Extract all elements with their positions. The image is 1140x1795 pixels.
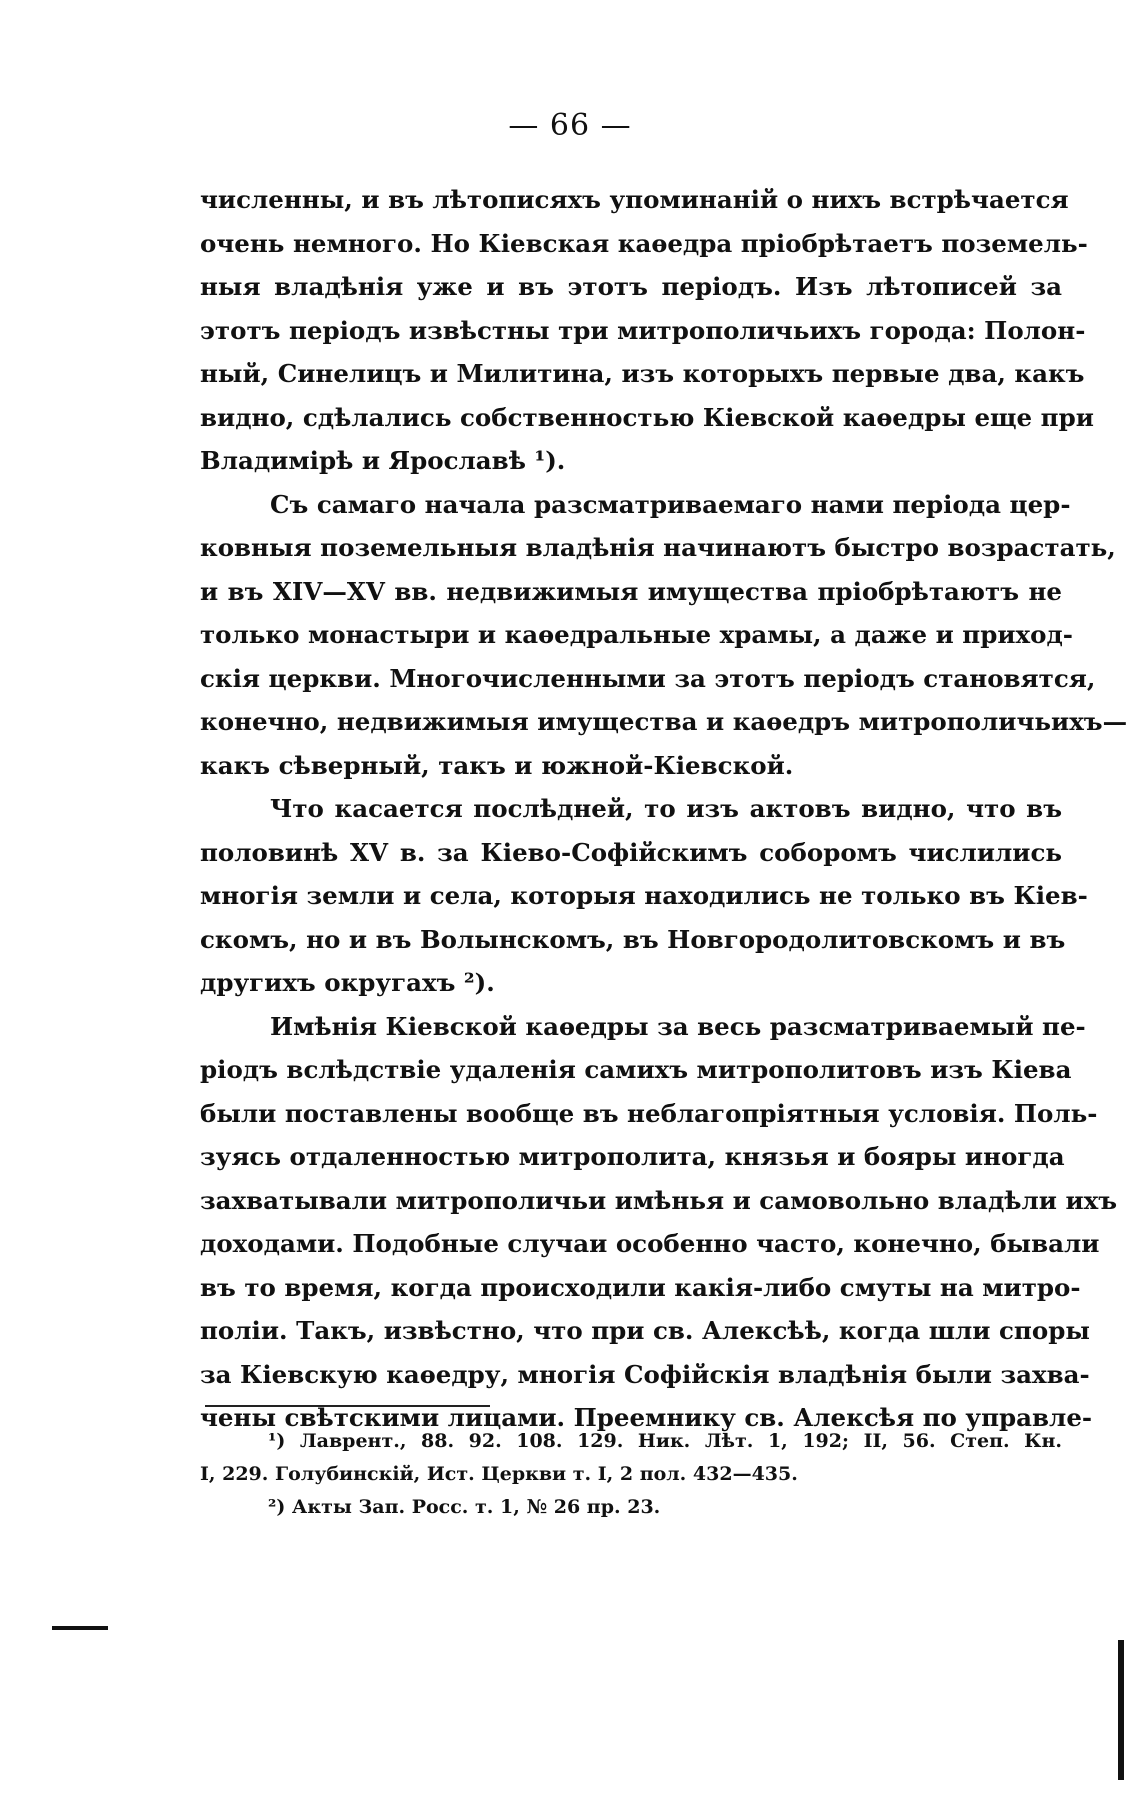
- text-line: очень немного. Но Кіевская каѳедра пріобрѣтаетъ поземель-: [200, 228, 1088, 258]
- margin-mark: [52, 1626, 108, 1630]
- text-line: какъ сѣверный, такъ и южной-Кіевской.: [200, 750, 794, 780]
- text-line: Съ самаго начала разсматриваемаго нами періода цер-: [270, 489, 1071, 519]
- text-line: ковныя поземельныя владѣнія начинаютъ быстро возрастать,: [200, 533, 1116, 562]
- text-line: Что касается послѣдней, то изъ актовъ видно, что въ: [270, 794, 1062, 823]
- text-line: скомъ, но и въ Волынскомъ, въ Новгородолитовскомъ и въ: [200, 924, 1066, 954]
- text-line: въ то время, когда происходили какія-либо смуты на митро-: [200, 1272, 1081, 1302]
- page-edge-shadow: [1118, 1640, 1124, 1780]
- text-line: и въ XIV—XV вв. недвижимыя имущества пріобрѣтаютъ не: [200, 576, 1062, 606]
- footnote-line: ²) Акты Зап. Росс. т. 1, № 26 пр. 23.: [268, 1496, 661, 1518]
- text-line: численны, и въ лѣтописяхъ упоминаній о нихъ встрѣчается: [200, 185, 1069, 214]
- body-text: [200, 178, 1128, 1440]
- text-line: чены свѣтскими лицами. Преемнику св. Алексѣя по управле-: [200, 1403, 1093, 1432]
- text-line: ный, Синелицъ и Милитина, изъ которыхъ первые два, какъ: [200, 359, 1085, 388]
- text-line: только монастыри и каѳедральные храмы, а даже и приход-: [200, 620, 1073, 649]
- text-line: многія земли и села, которыя находились не только въ Кіев-: [200, 881, 1088, 910]
- text-line: Владимірѣ и Ярославѣ ¹).: [200, 446, 566, 475]
- text-line: были поставлены вообще въ неблагопріятныя условія. Поль-: [200, 1098, 1098, 1128]
- text-line: зуясь отдаленностью митрополита, князья и бояры иногда: [200, 1142, 1065, 1171]
- text-line: видно, сдѣлались собственностью Кіевской каѳедры еще при: [200, 402, 1094, 432]
- footnote-line: I, 229. Голубинскій, Ист. Церкви т. I, 2 пол. 432—435.: [200, 1463, 798, 1485]
- text-line: ріодъ вслѣдствіе удаленія самихъ митрополитовъ изъ Кіева: [200, 1055, 1072, 1084]
- text-line: Имѣнія Кіевской каѳедры за весь разсматриваемый пе-: [270, 1011, 1086, 1041]
- footnote-line: ¹) Лаврент., 88. 92. 108. 129. Ник. Лѣт. 1, 192; II, 56. Степ. Кн.: [268, 1430, 1062, 1452]
- footnotes: [200, 1425, 1062, 1524]
- text-line: за Кіевскую каѳедру, многія Софійскія владѣнія были захва-: [200, 1359, 1090, 1389]
- footnote-divider: [205, 1405, 490, 1407]
- page-number: — 66 —: [508, 108, 632, 143]
- text-line: доходами. Подобные случаи особенно часто, конечно, бывали: [200, 1229, 1100, 1258]
- text-line: этотъ періодъ извѣстны три митрополичьихъ города: Полон-: [200, 315, 1086, 345]
- text-line: захватывали митрополичьи имѣнья и самовольно владѣли ихъ: [200, 1185, 1118, 1215]
- text-line: скія церкви. Многочисленными за этотъ періодъ становятся,: [200, 663, 1096, 693]
- text-line: конечно, недвижимыя имущества и каѳедръ митрополичьихъ—: [200, 707, 1128, 736]
- text-line: ныя владѣнія уже и въ этотъ періодъ. Изъ лѣтописей за: [200, 272, 1062, 301]
- text-line: поліи. Такъ, извѣстно, что при св. Алексѣѣ, когда шли споры: [200, 1316, 1090, 1345]
- text-line: половинѣ XV в. за Кіево-Софійскимъ соборомъ числились: [200, 837, 1062, 867]
- text-line: другихъ округахъ ²).: [200, 968, 495, 997]
